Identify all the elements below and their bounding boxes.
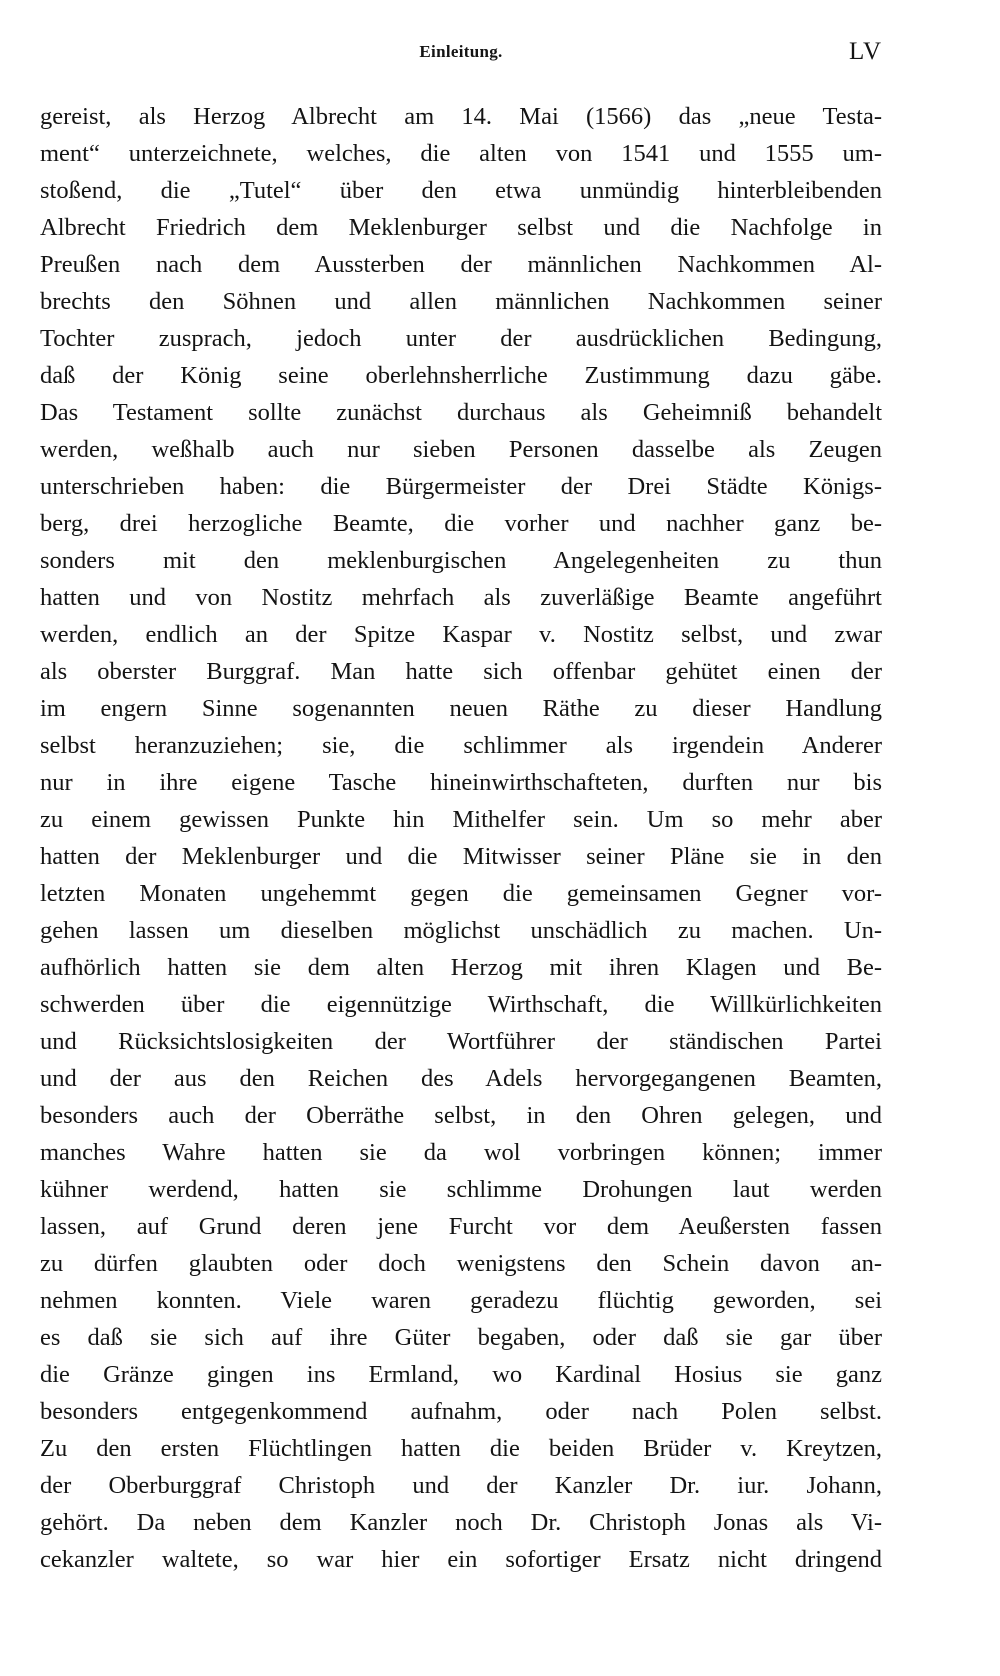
text-line: gereist, als Herzog Albrecht am 14. Mai (1566) das „neue Testa-	[40, 103, 882, 130]
text-line: daß der König seine oberlehnsherrliche Zustimmung dazu gäbe.	[40, 362, 882, 389]
text-line: nur in ihre eigene Tasche hineinwirthschafteten, durften nur bis	[40, 769, 882, 796]
text-line: die Gränze gingen ins Ermland, wo Kardinal Hosius sie ganz	[40, 1361, 882, 1388]
text-line: Das Testament sollte zunächst durchaus als Geheimniß behandelt	[40, 399, 882, 426]
text-line: und der aus den Reichen des Adels hervorgegangenen Beamten,	[40, 1065, 882, 1092]
text-line: sonders mit den meklenburgischen Angelegenheiten zu thun	[40, 547, 882, 574]
text-line: gehen lassen um dieselben möglichst unschädlich zu machen. Un-	[40, 917, 882, 944]
text-line: besonders auch der Oberräthe selbst, in den Ohren gelegen, und	[40, 1102, 882, 1129]
text-line: und Rücksichtslosigkeiten der Wortführer der ständischen Partei	[40, 1028, 882, 1055]
text-line: selbst heranzuziehen; sie, die schlimmer als irgendein Anderer	[40, 732, 882, 759]
text-line: Zu den ersten Flüchtlingen hatten die beiden Brüder v. Kreytzen,	[40, 1435, 882, 1462]
text-line: als oberster Burggraf. Man hatte sich offenbar gehütet einen der	[40, 658, 882, 685]
text-line: brechts den Söhnen und allen männlichen Nachkommen seiner	[40, 288, 882, 315]
text-line: der Oberburggraf Christoph und der Kanzler Dr. iur. Johann,	[40, 1472, 882, 1499]
text-line: schwerden über die eigennützige Wirthschaft, die Willkürlichkeiten	[40, 991, 882, 1018]
text-line: berg, drei herzogliche Beamte, die vorher und nachher ganz be-	[40, 510, 882, 537]
text-line: nehmen konnten. Viele waren geradezu flüchtig geworden, sei	[40, 1287, 882, 1314]
text-line: hatten der Meklenburger und die Mitwisser seiner Pläne sie in den	[40, 843, 882, 870]
text-line: ment“ unterzeichnete, welches, die alten von 1541 und 1555 um-	[40, 140, 882, 167]
text-line: manches Wahre hatten sie da wol vorbringen können; immer	[40, 1139, 882, 1166]
page-header	[40, 38, 882, 74]
text-line: Preußen nach dem Aussterben der männlichen Nachkommen Al-	[40, 251, 882, 278]
text-line: zu dürfen glaubten oder doch wenigstens den Schein davon an-	[40, 1250, 882, 1277]
text-line: zu einem gewissen Punkte hin Mithelfer sein. Um so mehr aber	[40, 806, 882, 833]
text-line: werden, weßhalb auch nur sieben Personen dasselbe als Zeugen	[40, 436, 882, 463]
text-line: Albrecht Friedrich dem Meklenburger selbst und die Nachfolge in	[40, 214, 882, 241]
text-line: im engern Sinne sogenannten neuen Räthe zu dieser Handlung	[40, 695, 882, 722]
text-line: gehört. Da neben dem Kanzler noch Dr. Christoph Jonas als Vi-	[40, 1509, 882, 1536]
text-line: cekanzler waltete, so war hier ein sofortiger Ersatz nicht dringend	[40, 1546, 882, 1573]
text-line: lassen, auf Grund deren jene Furcht vor dem Aeußersten fassen	[40, 1213, 882, 1240]
text-line: werden, endlich an der Spitze Kaspar v. Nostitz selbst, und zwar	[40, 621, 882, 648]
text-line: stoßend, die „Tutel“ über den etwa unmündig hinterbleibenden	[40, 177, 882, 204]
text-line: letzten Monaten ungehemmt gegen die gemeinsamen Gegner vor-	[40, 880, 882, 907]
text-line: kühner werdend, hatten sie schlimme Drohungen laut werden	[40, 1176, 882, 1203]
body-text	[40, 98, 882, 1578]
text-line: unterschrieben haben: die Bürgermeister der Drei Städte Königs-	[40, 473, 882, 500]
text-line: hatten und von Nostitz mehrfach als zuverläßige Beamte angeführt	[40, 584, 882, 611]
text-line: aufhörlich hatten sie dem alten Herzog mit ihren Klagen und Be-	[40, 954, 882, 981]
text-line: es daß sie sich auf ihre Güter begaben, oder daß sie gar über	[40, 1324, 882, 1351]
page-number: LV	[848, 38, 882, 65]
running-head: Einleitung.	[419, 42, 503, 61]
text-line: Tochter zusprach, jedoch unter der ausdrücklichen Bedingung,	[40, 325, 882, 352]
text-line: besonders entgegenkommend aufnahm, oder nach Polen selbst.	[40, 1398, 882, 1425]
